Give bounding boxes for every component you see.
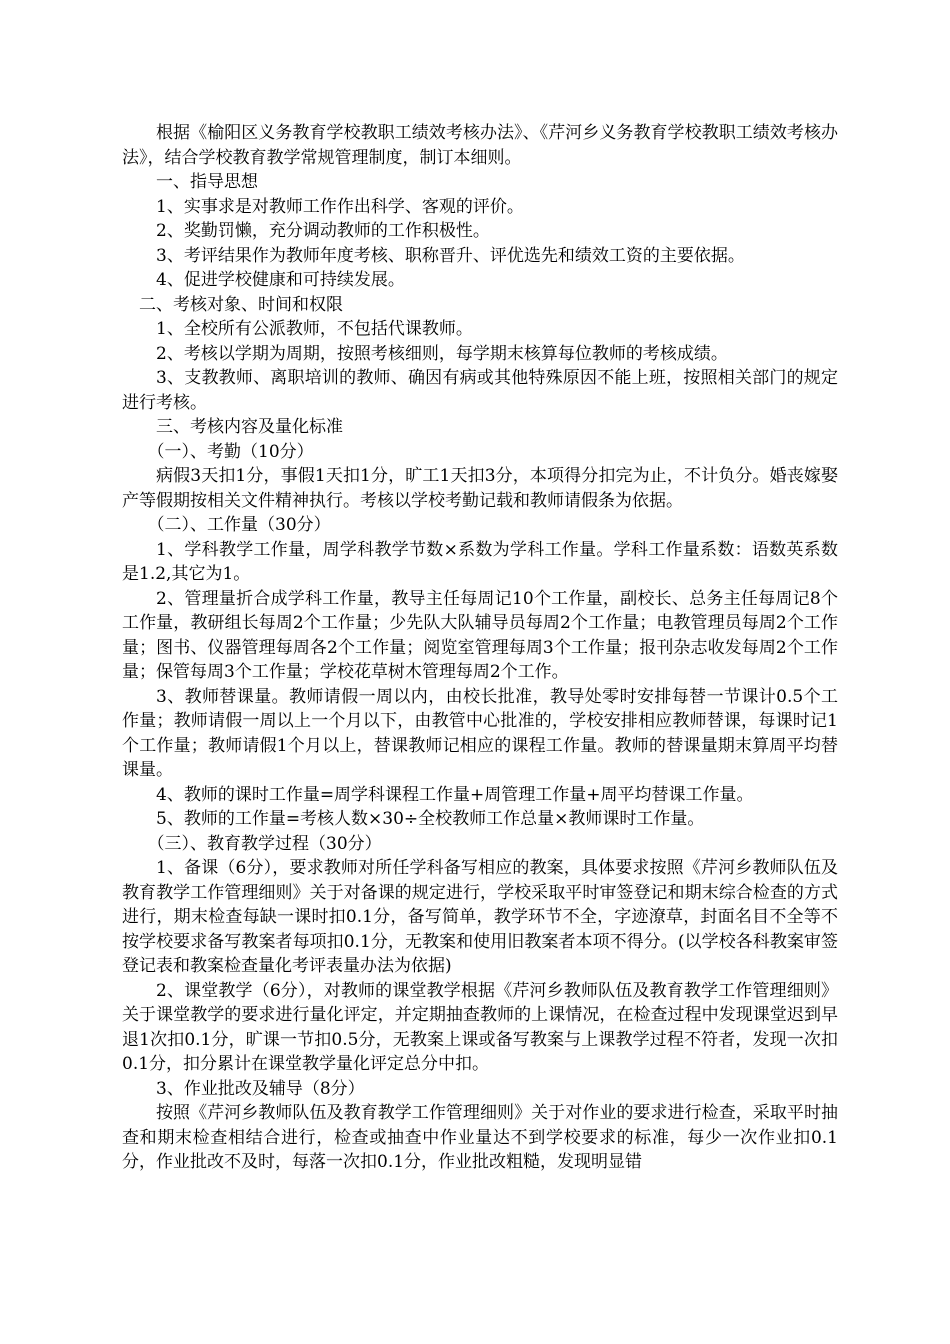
subheading-workload: （二）、工作量（30分） [147,515,331,535]
paragraph-intro: 根据《榆阳区义务教育学校教职工绩效考核办法》、《芹河乡义务教育学校教职工绩效考核办法》，结合学校教育教学常规管理制度，制订本细则。 [122,123,838,168]
paragraph-item: 1、全校所有公派教师，不包括代课教师。 [156,319,473,339]
paragraph-item: 1、备课（6分），要求教师对所任学科备写相应的教案，具体要求按照《芹河乡教师队伍及教育教学工作管理细则》关于对备课的规定进行，学校采取平时审签登记和期末综合检查的方式进行，期末检查每缺一课时扣0.1分，备写简单，教学环节不全，字迹潦草，封面名目不全等不按学校要求备写教案者每项扣0.1分，无教案和使用旧教案者本项不得分。(以学校各科教案审签登记表和教案检查量化考评表量办法为依据) [122,858,838,976]
document-body [122,121,838,1175]
heading-assessment-scope: 二、考核对象、时间和权限 [139,294,343,315]
paragraph-item: 4、促进学校健康和可持续发展。 [156,270,405,290]
subheading-teaching-process: （三）、教育教学过程（30分） [147,833,382,854]
paragraph-item: 2、奖勤罚懒，充分调动教师的工作积极性。 [156,221,490,241]
paragraph-item: 3、考评结果作为教师年度考核、职称晋升、评优选先和绩效工资的主要依据。 [156,245,745,266]
paragraph-item: 3、作业批改及辅导（8分） [156,1078,365,1099]
subheading-attendance: （一）、考勤（10分） [147,441,314,462]
paragraph-item: 4、教师的课时工作量=周学科课程工作量+周管理工作量+周平均替课工作量。 [156,784,754,805]
paragraph-item: 1、实事求是对教师工作作出科学、客观的评价。 [156,196,524,217]
heading-guiding-ideology: 一、指导思想 [156,172,258,192]
paragraph-item: 按照《芹河乡教师队伍及教育教学工作管理细则》关于对作业的要求进行检查，采取平时抽查和期末检查相结合进行，检查或抽查中作业量达不到学校要求的标准，每少一次作业扣0.1分，作业批改不及时，每落一次扣0.1分，作业批改粗糙，发现明显错 [122,1103,838,1172]
paragraph-item: 1、学科教学工作量，周学科教学节数×系数为学科工作量。学科工作量系数：语数英系数是1.2,其它为1。 [122,539,838,584]
paragraph-item: 2、管理量折合成学科工作量，教导主任每周记10个工作量，副校长、总务主任每周记8个工作量，教研组长每周2个工作量；少先队大队辅导员每周2个工作量；电教管理员每周2个工作量；图书、仪器管理每周各2个工作量；阅览室管理每周3个工作量；报刊杂志收发每周2个工作量；保管每周3个工作量；学校花草树木管理每周2个工作。 [122,588,838,682]
paragraph-item: 3、教师替课量。教师请假一周以内，由校长批准，教导处零时安排每替一节课计0.5个工作量；教师请假一周以上一个月以下，由教管中心批准的，学校安排相应教师替课，每课时记1个工作量；教师请假1个月以上，替课教师记相应的课程工作量。教师的替课量期末算周平均替课量。 [122,686,838,780]
paragraph-item: 2、考核以学期为周期，按照考核细则，每学期末核算每位教师的考核成绩。 [156,343,728,364]
heading-assessment-content: 三、考核内容及量化标准 [156,417,343,437]
paragraph-item: 2、课堂教学（6分），对教师的课堂教学根据《芹河乡教师队伍及教育教学工作管理细则》关于课堂教学的要求进行量化评定，并定期抽查教师的上课情况，在检查过程中发现课堂迟到早退1次扣0.1分，旷课一节扣0.5分，无教案上课或备写教案与上课教学过程不符者，发现一次扣0.1分，扣分累计在课堂教学量化评定总分中扣。 [122,980,838,1074]
paragraph-item: 3、支教教师、离职培训的教师、确因有病或其他特殊原因不能上班，按照相关部门的规定进行考核。 [122,368,838,413]
paragraph-item: 5、教师的工作量=考核人数×30÷全校教师工作总量×教师课时工作量。 [156,809,705,829]
paragraph-item: 病假3天扣1分，事假1天扣1分，旷工1天扣3分，本项得分扣完为止，不计负分。婚丧嫁娶产等假期按相关文件精神执行。考核以学校考勤记载和教师请假条为依据。 [122,466,838,511]
